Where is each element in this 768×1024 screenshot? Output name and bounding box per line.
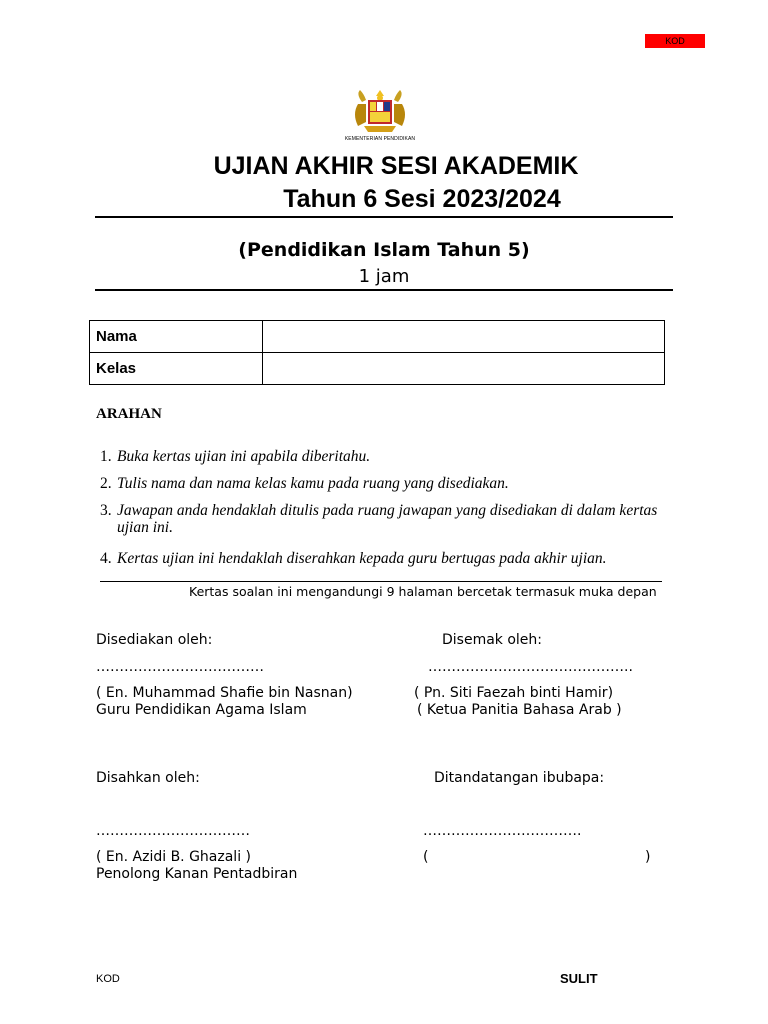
parent-name-close-bracket: ) (645, 849, 651, 865)
approved-by-signature-line: …………………………… (96, 823, 250, 839)
exam-year: Tahun 6 Sesi 2023/2024 (283, 185, 561, 213)
approved-by-name: ( En. Azidi B. Ghazali ) (96, 849, 251, 865)
coat-of-arms-icon (340, 88, 420, 136)
checked-by-signature-line: …………………………………….. (428, 659, 633, 675)
ministry-crest (340, 88, 420, 148)
instruction-item: 4. Kertas ujian ini hendaklah diserahkan kepada guru bertugas pada akhir ujian. (100, 550, 675, 567)
crest-caption: KEMENTERIAN PENDIDIKAN (344, 136, 416, 142)
instruction-text: Kertas ujian ini hendaklah diserahkan kepada guru bertugas pada akhir ujian. (117, 550, 607, 567)
table-row (90, 321, 665, 353)
checked-by-role: ( Ketua Panitia Bahasa Arab ) (417, 702, 622, 718)
prepared-by-signature-line: ……………………………… (96, 659, 264, 675)
subject-title: (Pendidikan Islam Tahun 5) (238, 239, 530, 261)
name-field[interactable] (263, 321, 665, 353)
title-divider (95, 216, 673, 218)
student-info-table (89, 320, 665, 385)
approved-by-role: Penolong Kanan Pentadbiran (96, 866, 298, 882)
parent-signature-line: ……………………………. (423, 823, 582, 839)
instruction-item: 2. Tulis nama dan nama kelas kamu pada ruang yang disediakan. (100, 475, 675, 492)
instruction-item: 3. Jawapan anda hendaklah ditulis pada ruang jawapan yang disediakan di dalam kertas ujian ini. (100, 502, 675, 536)
footer-code: KOD (96, 973, 120, 985)
class-label: Kelas (90, 353, 263, 385)
code-badge: KOD (645, 34, 705, 48)
approved-by-label: Disahkan oleh: (96, 770, 200, 786)
instruction-text: Jawapan anda hendaklah ditulis pada ruang jawapan yang disediakan di dalam kertas ujian ini. (117, 502, 658, 536)
subject-divider (95, 289, 673, 291)
prepared-by-label: Disediakan oleh: (96, 632, 213, 648)
exam-duration: 1 jam (358, 266, 410, 287)
instruction-item: 1. Buka kertas ujian ini apabila diberitahu. (100, 448, 675, 465)
name-label: Nama (90, 321, 263, 353)
table-row (90, 353, 665, 385)
checked-by-name: ( Pn. Siti Faezah binti Hamir) (414, 685, 614, 701)
instruction-text: Buka kertas ujian ini apabila diberitahu. (117, 448, 371, 465)
exam-title: UJIAN AKHIR SESI AKADEMIK (213, 152, 579, 180)
page-count-note: Kertas soalan ini mengandungi 9 halaman bercetak termasuk muka depan (189, 584, 657, 599)
instructions-divider (100, 581, 662, 582)
prepared-by-role: Guru Pendidikan Agama Islam (96, 702, 307, 718)
checked-by-label: Disemak oleh: (442, 632, 543, 648)
instruction-text: Tulis nama dan nama kelas kamu pada ruang yang disediakan. (117, 475, 509, 492)
class-field[interactable] (263, 353, 665, 385)
prepared-by-name: ( En. Muhammad Shafie bin Nasnan) (96, 685, 353, 701)
parent-signature-label: Ditandatangan ibubapa: (434, 770, 605, 786)
footer-classification: SULIT (560, 971, 598, 986)
parent-name-open-bracket: ( (423, 849, 429, 865)
instructions-heading: ARAHAN (96, 406, 162, 422)
